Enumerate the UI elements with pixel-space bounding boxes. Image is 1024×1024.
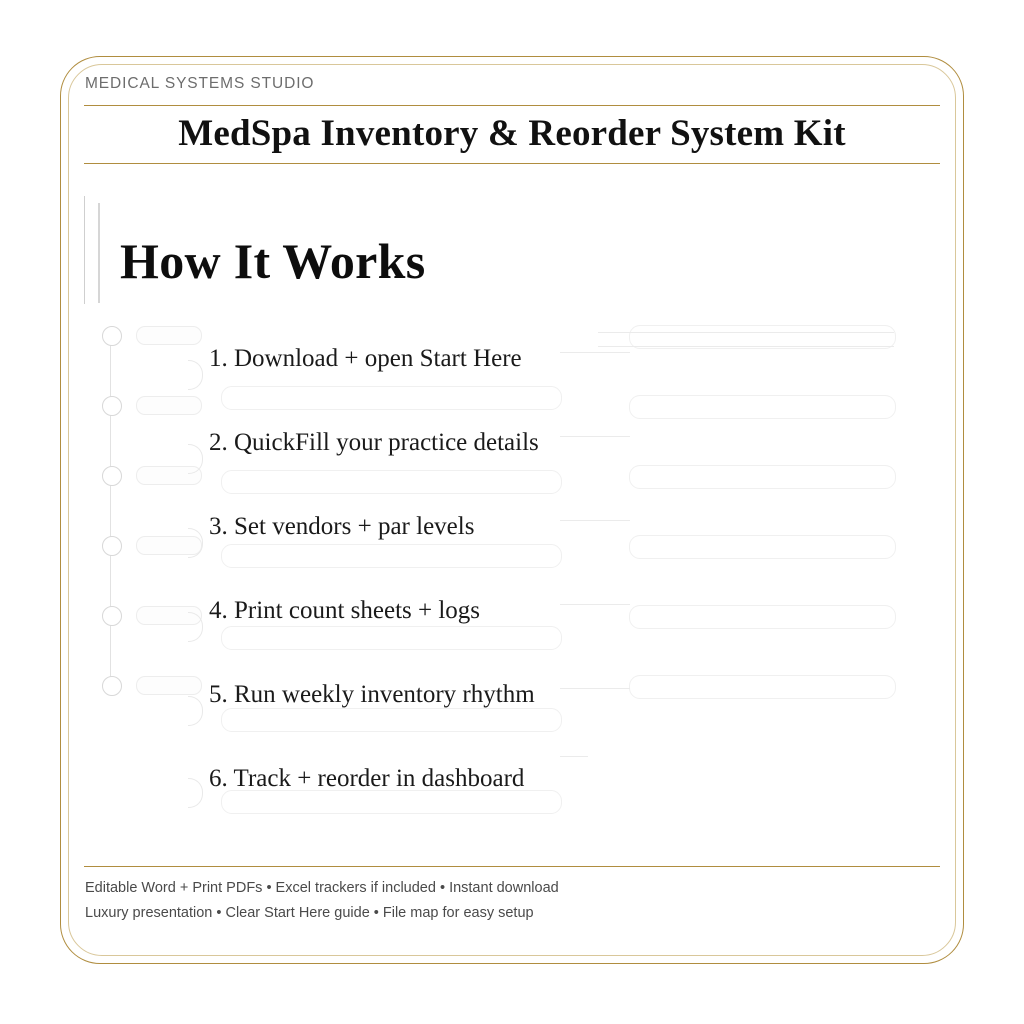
timeline-spine [110,335,111,685]
ghost-rule [560,436,630,437]
ghost-rule [598,346,894,347]
ghost-rule [560,604,630,605]
ghost-pill [136,396,202,415]
ghost-rule [560,688,630,689]
ghost-field [629,535,896,559]
ghost-pill [136,326,202,345]
title-rule-bottom [84,163,940,164]
ghost-rule [560,520,630,521]
title-rule-top [84,105,940,106]
ghost-field [221,708,562,732]
ghost-rule [598,332,894,333]
step-item: 5. Run weekly inventory rhythm [209,681,535,708]
ghost-field [629,395,896,419]
brand-eyebrow: MEDICAL SYSTEMS STUDIO [85,75,315,92]
timeline-node [102,466,122,486]
ghost-field [221,626,562,650]
page-title: MedSpa Inventory & Reorder System Kit [178,113,846,154]
inner-border-frame [68,64,956,956]
footer-rule [84,866,940,867]
step-item: 4. Print count sheets + logs [209,597,481,624]
timeline-node [102,536,122,556]
ghost-field [629,605,896,629]
section-accent-bar-outer [84,196,85,304]
step-item: 2. QuickFill your practice details [209,429,539,456]
ghost-field [221,544,562,568]
ghost-field [629,465,896,489]
step-item: 6. Track + reorder in dashboard [209,765,525,792]
ghost-field [221,386,562,410]
step-item: 3. Set vendors + par levels [209,513,475,540]
section-heading: How It Works [120,233,426,289]
ghost-pill [136,676,202,695]
timeline-node [102,606,122,626]
step-item: 1. Download + open Start Here [209,345,522,372]
ghost-field [221,470,562,494]
timeline-node [102,326,122,346]
timeline-node [102,676,122,696]
ghost-rule [560,756,588,757]
ghost-rule [560,352,630,353]
section-accent-bar-inner [98,203,100,303]
footer-line-2: Luxury presentation • Clear Start Here guide • File map for easy setup [85,905,534,921]
timeline-node [102,396,122,416]
footer-line-1: Editable Word + Print PDFs • Excel trackers if included • Instant download [85,880,559,896]
ghost-field [629,675,896,699]
ghost-field [221,790,562,814]
